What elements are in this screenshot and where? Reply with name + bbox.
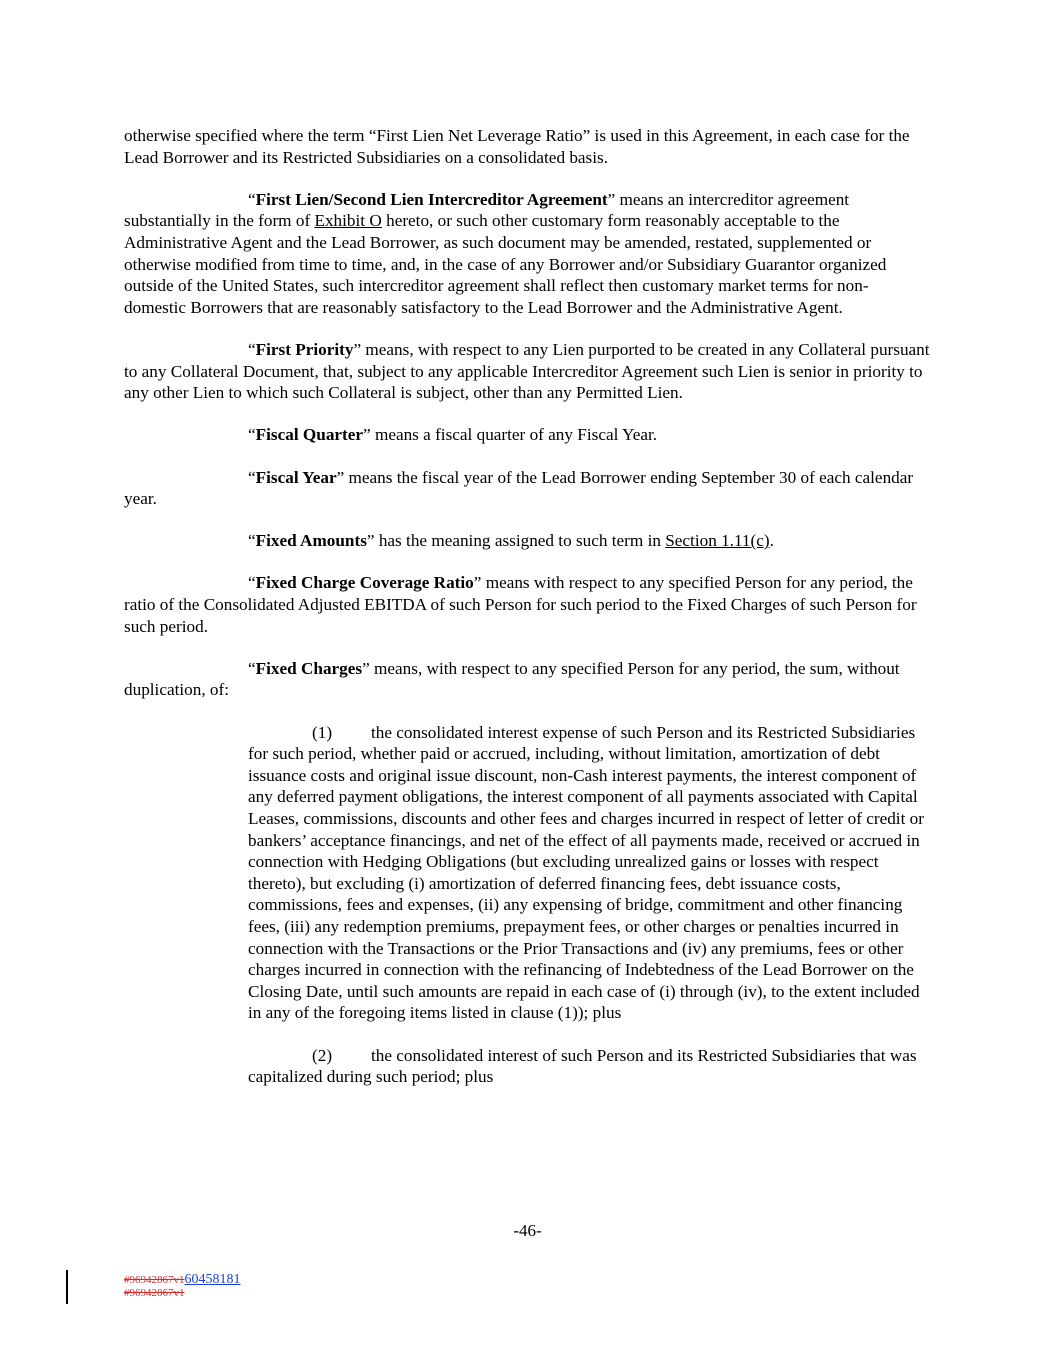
- document-body: [124, 125, 930, 1108]
- defined-term: Fiscal Year: [255, 467, 337, 487]
- defined-term: First Lien/Second Lien Intercreditor Agreement: [255, 189, 608, 209]
- page-number: -46-: [513, 1221, 542, 1240]
- defined-term: Fiscal Quarter: [255, 425, 364, 445]
- clause-number: (1): [312, 722, 333, 742]
- clause-number: (2): [312, 1045, 333, 1065]
- footer-line-2: [124, 1287, 241, 1300]
- clause-text: the consolidated interest expense of such Person and its Restricted Subsidiaries for such period, whether paid or accrued, including, without limitation, amortization of debt issuance costs and original issue discount, non-Cash interest payments, the interest component of any deferred payment obligations, the interest component of all payments associated with Capital Leases, commissions, discounts and other fees and charges incurred in respect of letter of credit or bankers’ acceptance financings, and net of the effect of all payments made, received or accrued in connection with Hedging Obligations (but excluding unrealized gains or losses with respect thereto), but excluding (i) amortization of deferred financing fees, debt issuance costs, commissions, fees and expenses, (ii) any expensing of bridge, commitment and other financing fees, (iii) any redemption premiums, prepayment fees, or other charges or penalties incurred in connection with the Transactions or the Prior Transactions and (iv) any premiums, fees or other charges incurred in connection with the refinancing of Indebtedness of the Lead Borrower on the Closing Date, until such amounts are repaid in each case of (i) through (iv), to the extent included in any of the foregoing items listed in clause (1)); plus: [248, 722, 924, 1023]
- exhibit-reference: Exhibit O: [314, 211, 382, 231]
- definition-fixed-charge-coverage-ratio: “Fixed Charge Coverage Ratio” means with respect to any specified Person for any period, the ratio of the Consolidated Adjusted EBITDA of such Person for such period to the Fixed Charges of such Person for such period.: [124, 573, 917, 636]
- definition-first-lien-second-lien-intercreditor-agreement: “First Lien/Second Lien Intercreditor Agreement” means an intercreditor agreement substantially in the form of Exhibit O hereto, or such other customary form reasonably acceptable to the Administrative Agent and the Lead Borrower, as such document may be amended, restated, supplemented or otherwise modified from time to time, and, in the case of any Borrower and/or Subsidiary Guarantor organized outside of the United States, such intercreditor agreement shall reflect then customary market terms for non-domestic Borrowers that are reasonably satisfactory to the Lead Borrower and the Administrative Agent.: [124, 189, 887, 317]
- document-id-footer: [124, 1273, 241, 1300]
- deleted-doc-id: #96942867v1: [124, 1287, 185, 1299]
- definition-fiscal-year: “Fiscal Year” means the fiscal year of the Lead Borrower ending September 30 of each calendar year.: [124, 467, 914, 509]
- definition-first-priority: “First Priority” means, with respect to any Lien purported to be created in any Collateral pursuant to any Collateral Document, that, subject to any applicable Intercreditor Agreement such Lien is senior in priority to any other Lien to which such Collateral is subject, other than any Permitted Lien.: [124, 339, 930, 403]
- change-bar: [66, 1270, 68, 1304]
- inserted-doc-id: 60458181: [184, 1272, 241, 1287]
- section-reference: Section 1.11(c): [665, 531, 770, 551]
- definition-fixed-charges: “Fixed Charges” means, with respect to any specified Person for any period, the sum, without duplication, of:: [124, 658, 900, 700]
- definition-fixed-amounts: “Fixed Amounts” has the meaning assigned to such term in Section 1.11(c).: [248, 531, 774, 551]
- defined-term: Fixed Amounts: [255, 531, 367, 551]
- defined-term: Fixed Charges: [255, 658, 363, 678]
- clause-2: [248, 1045, 930, 1088]
- clause-1: [248, 722, 930, 1024]
- definition-fiscal-quarter: “Fiscal Quarter” means a fiscal quarter of any Fiscal Year.: [248, 425, 658, 445]
- clause-text: the consolidated interest of such Person and its Restricted Subsidiaries that was capitalized during such period; plus: [248, 1045, 917, 1087]
- paragraph-continuation: otherwise specified where the term “First Lien Net Leverage Ratio” is used in this Agreement, in each case for the Lead Borrower and its Restricted Subsidiaries on a consolidated basis.: [124, 126, 910, 167]
- footer-line-1: [124, 1273, 241, 1287]
- defined-term: First Priority: [255, 339, 354, 359]
- deleted-doc-id: #96942867v1: [124, 1274, 185, 1286]
- defined-term: Fixed Charge Coverage Ratio: [255, 573, 474, 593]
